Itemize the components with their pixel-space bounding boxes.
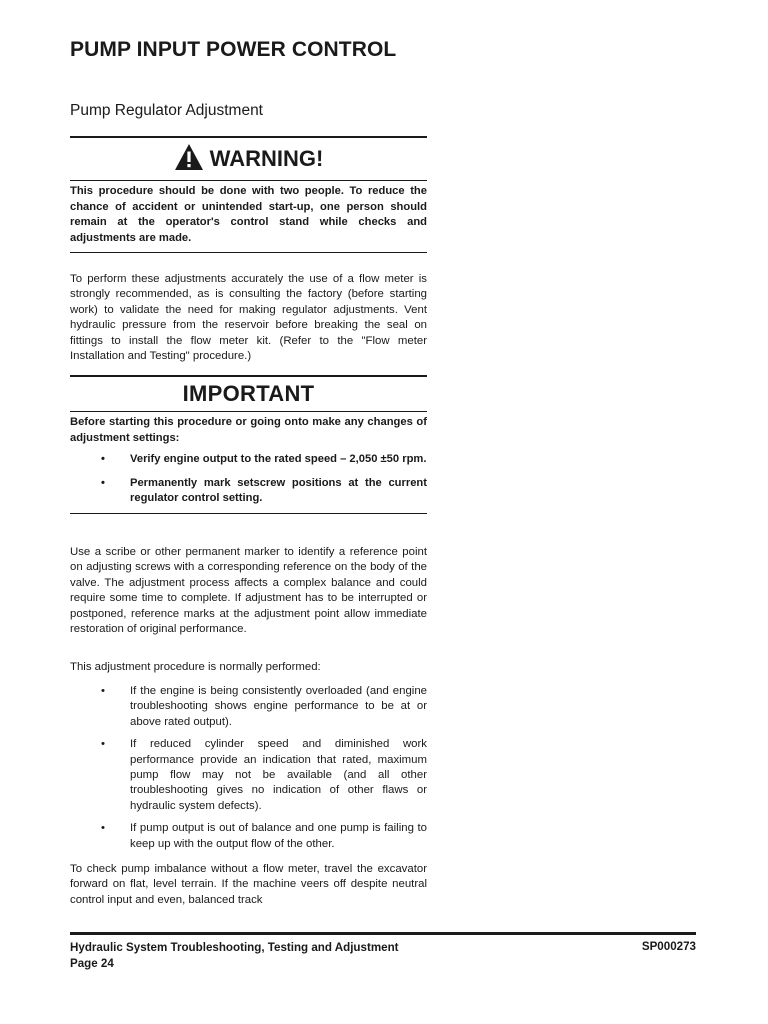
warning-mid-rule (70, 180, 427, 181)
section-title: Pump Regulator Adjustment (70, 102, 263, 119)
list-item (70, 476, 427, 507)
bullet: • (101, 685, 105, 697)
warning-heading: WARNING! (209, 146, 324, 171)
list-item-text: Permanently mark setscrew positions at the current regulator control setting. (130, 476, 427, 504)
warning-triangle-icon (174, 143, 204, 176)
footer-left (70, 940, 400, 971)
important-text: Before starting this procedure or going onto make any changes of adjustment settings: (70, 416, 427, 444)
list-item (70, 821, 427, 852)
page-title: PUMP INPUT POWER CONTROL (70, 38, 397, 61)
last-paragraph: To check pump imbalance without a flow meter, travel the excavator forward on flat, level terrain. If the machine veers off despite neutral control input and even, balanced track (70, 863, 427, 906)
intro-paragraph: To perform these adjustments accurately the use of a flow meter is strongly recommended, as is consulting the factory (before starting work) to validate the need for making regulator adjustments. Vent hydraulic pressure from the reservoir before breaking the seal on fittings to install the flow meter kit. (Refer to the "Flow meter Installation and Testing" procedure.) (70, 273, 427, 363)
footer-title: Hydraulic System Troubleshooting, Testing and Adjustment (70, 941, 399, 954)
footer-rule (70, 932, 696, 935)
list-item (70, 684, 427, 730)
bullet: • (101, 476, 105, 489)
list-item-text: If pump output is out of balance and one pump is failing to keep up with the output flow of the other. (130, 822, 427, 850)
scribe-paragraph: Use a scribe or other permanent marker to identify a reference point on adjusting screws with a corresponding reference on the body of the valve. The adjustment process affects a complex balance and could require some time to complete. If adjustment has to be interrupted or postponed, reference marks at the adjustment point allow immediate restoration of original performance. (70, 546, 427, 636)
warning-header (70, 138, 427, 180)
important-heading: IMPORTANT (182, 381, 315, 406)
normally-performed-text: This adjustment procedure is normally performed: (70, 661, 321, 673)
list-item (70, 452, 427, 468)
warning-box (70, 136, 427, 253)
warning-bottom-rule (70, 252, 427, 253)
list-item-text: Verify engine output to the rated speed – 2,050 ±50 rpm. (130, 453, 427, 465)
important-list (70, 452, 427, 507)
list-item (70, 737, 427, 814)
footer-doc-number: SP000273 (641, 940, 696, 953)
bullet: • (101, 738, 105, 751)
conditions-list (70, 684, 427, 852)
list-item-text: If the engine is being consistently overloaded (and engine troubleshooting shows engine performance to be at or above rated output). (130, 685, 427, 728)
footer-page-number: Page 24 (70, 956, 114, 970)
list-item-text: If reduced cylinder speed and diminished work performance provide an indication that rated, maximum pump flow may not be available (and all other troubleshooting gives no indication of other flaws or hydraulic system defects). (130, 738, 427, 812)
important-box (70, 375, 427, 514)
important-bottom-rule (70, 513, 427, 514)
bullet: • (101, 822, 105, 835)
important-mid-rule (70, 411, 427, 412)
warning-text: This procedure should be done with two people. To reduce the chance of accident or unintended start-up, one person should remain at the operator's control stand while checks and adjustments are made. (70, 185, 427, 244)
bullet: • (101, 453, 105, 465)
